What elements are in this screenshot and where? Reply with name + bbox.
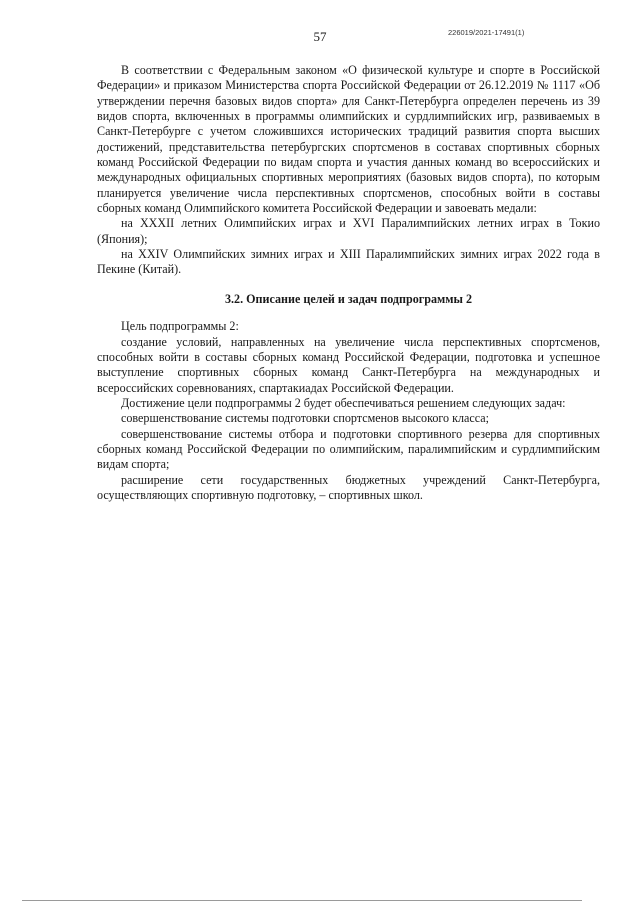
page-bottom-rule [22, 900, 582, 901]
tasks-intro: Достижение цели подпрограммы 2 будет обеспечиваться решением следующих задач: [121, 395, 566, 410]
intro-paragraph: В соответствии с Федеральным законом «О физической культуре и спорте в Российской Федерации» и приказом Министерства спорта Российской Федерации от 26.12.2019 № 1117 «Об утверждении перечня базовых видов спорта» для Санкт-Петербурга определен перечень из 39 видов спорта, включенных в программы олимпийских и сурдлимпийских игр, развиваемых в Санкт-Петербурге с учетом сложившихся исторических традиций развития спорта высших достижений, представительства петербургских спортсменов в составах спортивных сборных команд Российской Федерации по видам спорта и участия данных команд во всероссийских и международных официальных спортивных мероприятиях (базовых видов спорта), по которым планируется увеличение числа перспективных спортсменов, способных войти в составы сборных команд Олимпийского комитета Российской Федерации и завоевать медали: [97, 63, 600, 216]
intro-list-item-2: на XXIV Олимпийских зимних играх и XIII Паралимпийских зимних играх 2022 года в Пекине (Китай). [97, 247, 600, 277]
goal-label: Цель подпрограммы 2: [121, 319, 239, 334]
goal-text: создание условий, направленных на увеличение числа перспективных спортсменов, способных войти в составы сборных команд Российской Федерации, подготовка и успешное выступление спортивных сборных команд Санкт-Петербурга на международных и всероссийских соревнованиях, спартакиадах Российской Федерации. [97, 334, 600, 395]
intro-list-item-1: на XXXII летних Олимпийских играх и XVI Паралимпийских летних играх в Токио (Япония); [97, 216, 600, 246]
task-item-1: совершенствование системы подготовки спортсменов высокого класса; [121, 411, 490, 426]
task-item-3: расширение сети государственных бюджетных учреждений Санкт-Петербурга, осуществляющих спортивную подготовку, – спортивных школ. [97, 472, 600, 502]
document-id: 226019/2021-17491(1) [448, 28, 525, 37]
section-heading: 3.2. Описание целей и задач подпрограммы 2 [224, 291, 473, 306]
page-number: 57 [313, 29, 327, 44]
document-body [97, 63, 600, 503]
task-item-2: совершенствование системы отбора и подготовки спортивного резерва для спортивных сборных команд Российской Федерации по олимпийским, паралимпийским и сурдлимпийским видам спорта; [97, 426, 600, 472]
